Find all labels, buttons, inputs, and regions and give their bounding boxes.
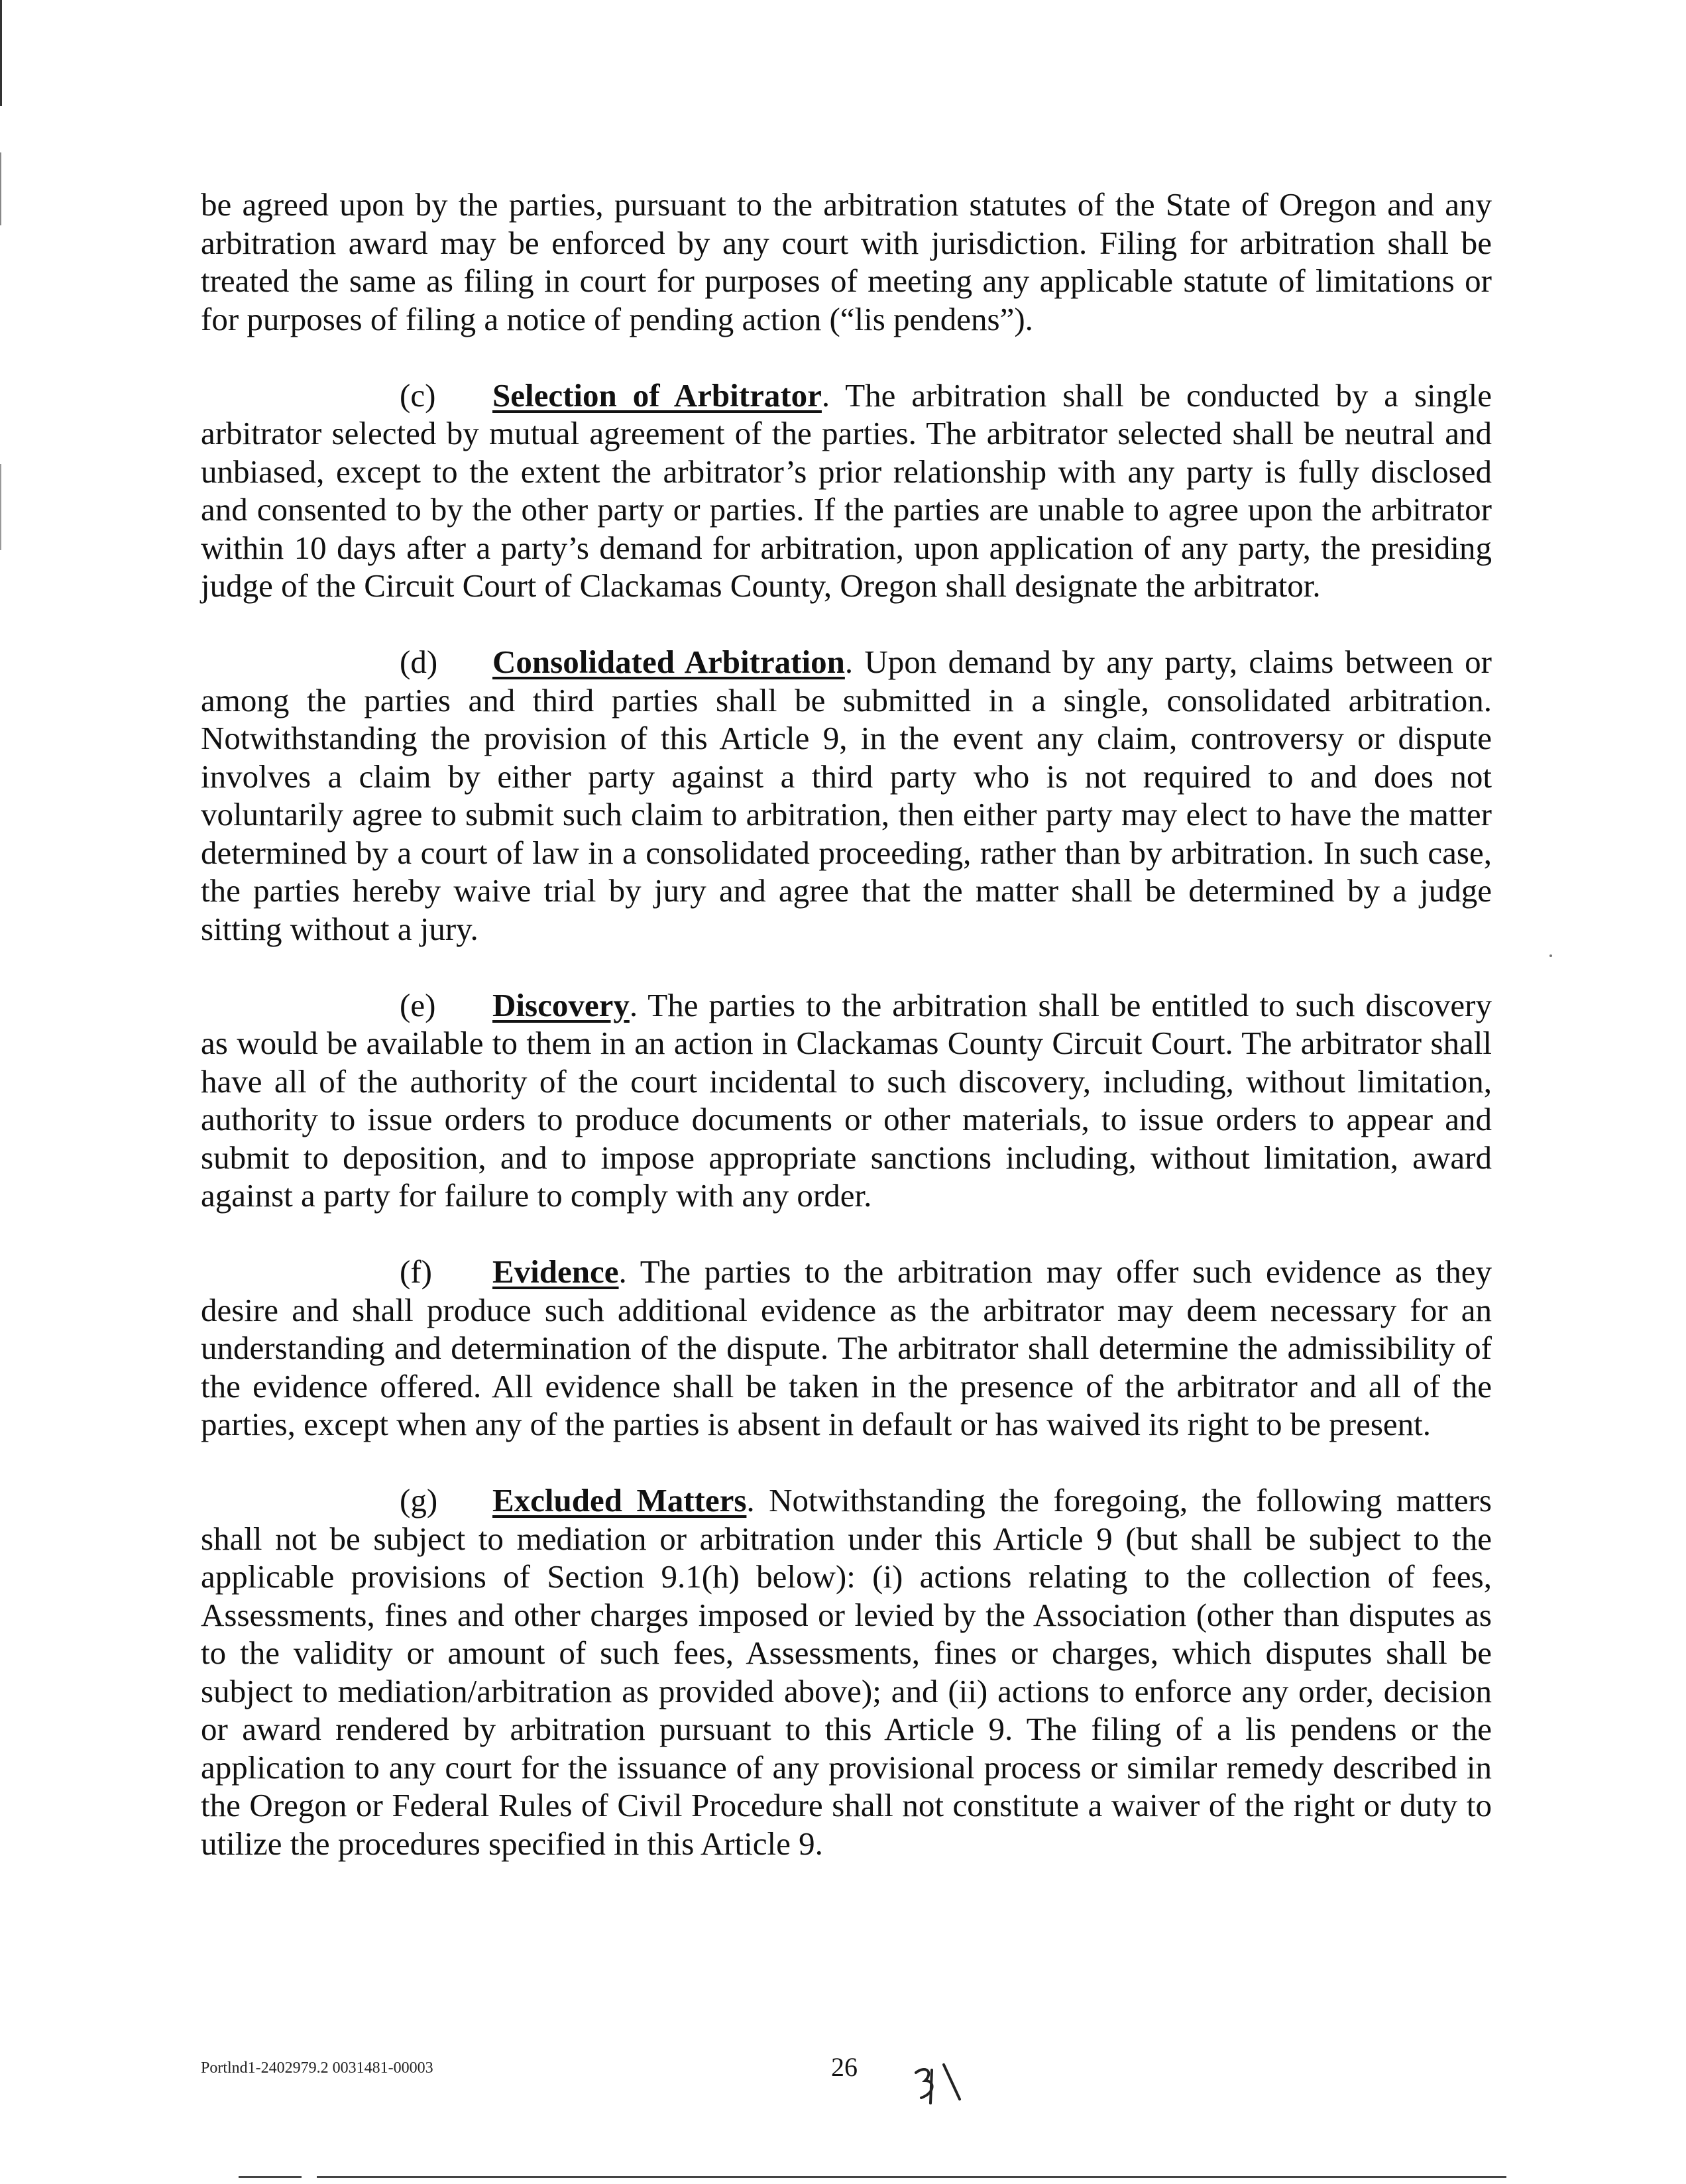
paragraph-text: . The arbitration shall be conducted by a single arbitrator selected by mutual agreement of the parties. The arbitrator selected shall be neutral and unbiased, except to the extent the arbitrator’s prior relationship with any party is fully disclosed and consented to by the other party or parties. If the parties are unable to agree upon the arbitrator within 10 days after a party’s demand for arbitration, upon application of any party, the presiding judge of the Circuit Court of Clackamas County, Oregon shall designate the arbitrator. xyxy=(201,376,1492,604)
paragraph-intro xyxy=(201,186,1492,338)
paragraph-label: (g) xyxy=(400,1482,438,1519)
scan-edge-mark xyxy=(0,152,1,225)
paragraph-text: be agreed upon by the parties, pursuant to the arbitration statutes of the State of Oregon and any arbitration award may be enforced by any court with jurisdiction. Filing for arbitration shall be treated the same as filing in court for purposes of meeting any applicable statute of limitations or for purposes of filing a notice of pending action (“lis pendens”). xyxy=(201,186,1492,337)
paragraph-label: (f) xyxy=(400,1253,432,1290)
paragraph-consolidated-arbitration xyxy=(201,643,1492,948)
scan-bottom-rule xyxy=(317,2176,1506,2178)
paragraph-label: (e) xyxy=(400,986,436,1023)
paragraph-label: (d) xyxy=(400,644,438,680)
paragraph-label: (c) xyxy=(400,376,436,414)
paragraph-discovery xyxy=(201,986,1492,1215)
section-heading: Discovery xyxy=(492,986,630,1023)
paragraph-text: . The parties to the arbitration may offer such evidence as they desire and shall produce such additional evidence as the arbitrator may deem necessary for an understanding and determination of the dispute. The arbitrator shall determine the admissibility of the evidence offered. All evidence shall be taken in the presence of the arbitrator and all of the parties, except when any of the parties is absent in default or has waived its right to be present. xyxy=(201,1253,1492,1442)
scan-bottom-rule xyxy=(239,2176,302,2178)
paragraph-text: . Upon demand by any party, claims between or among the parties and third parties shall be submitted in a single, consolidated arbitration. Notwithstanding the provision of this Article 9, in the event any claim, controversy or dispute involves a claim by either party against a third party who is not required to and does not voluntarily agree to submit such claim to arbitration, then either party may elect to have the matter determined by a court of law in a consolidated proceeding, rather than by arbitration. In such case, the parties hereby waive trial by jury and agree that the matter shall be determined by a judge sitting without a jury. xyxy=(201,644,1492,947)
paragraph-evidence xyxy=(201,1253,1492,1444)
paragraph-text: . The parties to the arbitration shall be entitled to such discovery as would be available to them in an action in Clackamas County Circuit Court. The arbitrator shall have all of the authority of the court incidental to such discovery, including, without limitation, authority to issue orders to produce documents or other materials, to issue orders to appear and submit to deposition, and to impose appropriate sanctions including, without limitation, award against a party for failure to comply with any order. xyxy=(201,986,1492,1214)
handwritten-page-mark xyxy=(908,2058,968,2118)
document-body xyxy=(201,186,1492,1901)
section-heading: Selection of Arbitrator xyxy=(492,376,822,414)
section-heading: Excluded Matters xyxy=(492,1482,747,1519)
scan-edge-mark xyxy=(0,0,2,106)
footer-document-id: Portlnd1-2402979.2 0031481-00003 xyxy=(201,2059,433,2077)
paragraph-text: . Notwithstanding the foregoing, the following matters shall not be subject to mediation or arbitration under this Article 9 (but shall be subject to the applicable provisions of Section 9.1(h) below): (i) actions relating to the collection of fees, Assessments, fines and other charges imposed or levied by the Association (other than disputes as to the validity or amount of such fees, Assessments, fines or charges, which disputes shall be subject to mediation/arbitration as provided above); and (ii) actions to enforce any order, decision or award rendered by arbitration pursuant to this Article 9. The filing of a lis pendens or the application to any court for the issuance of any provisional process or similar remedy described in the Oregon or Federal Rules of Civil Procedure shall not constitute a waiver of the right or duty to utilize the procedures specified in this Article 9. xyxy=(201,1482,1492,1862)
section-heading: Consolidated Arbitration xyxy=(492,644,845,680)
paragraph-selection-of-arbitrator xyxy=(201,376,1492,605)
scan-edge-mark xyxy=(0,464,1,550)
section-heading: Evidence xyxy=(492,1253,619,1290)
page-number: 26 xyxy=(831,2052,858,2082)
paragraph-excluded-matters xyxy=(201,1481,1492,1863)
scan-speck xyxy=(1549,954,1552,957)
